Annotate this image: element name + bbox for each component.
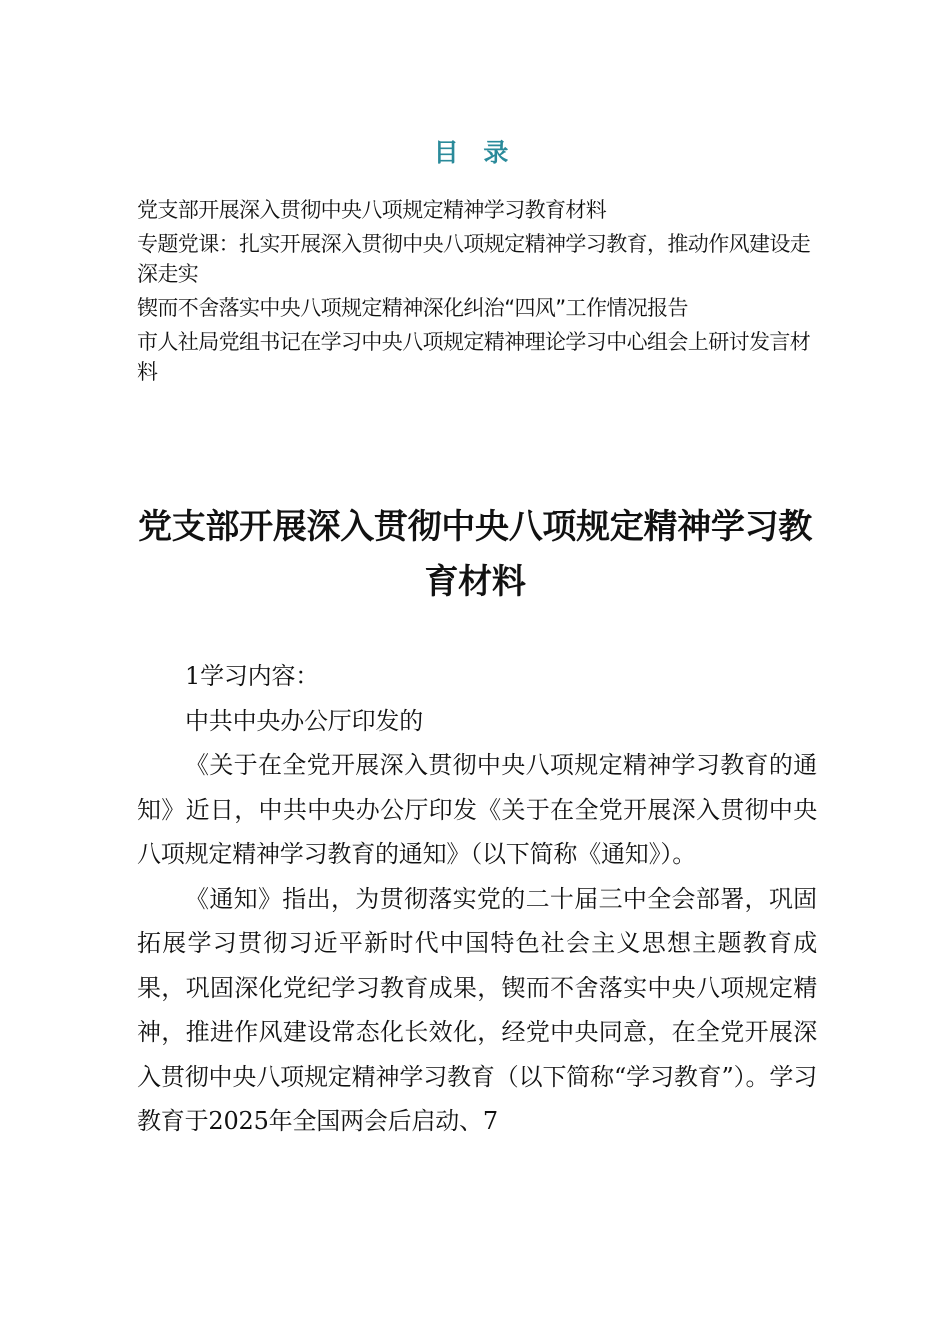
body-paragraph: 中共中央办公厅印发的 xyxy=(185,706,423,735)
toc-item[interactable]: 党支部开展深入贯彻中央八项规定精神学习教育材料 xyxy=(137,198,607,222)
body-paragraph: 《通知》指出，为贯彻落实党的二十届三中全会部署，巩固拓展学习贯彻习近平新时代中国特色社会主义思想主题教育成果，巩固深化党纪学习教育成果，锲而不舍落实中央八项规定精神，推进作风建设常态化长效化，经党中央同意，在全党开展深入贯彻中央八项规定精神学习教育（以下简称“学习教育”）。学习教育于2025年全国两会后启动、7 xyxy=(137,884,817,1135)
toc-title: 目 录 xyxy=(433,138,517,167)
toc-item[interactable]: 锲而不舍落实中央八项规定精神深化纠治“四风”工作情况报告 xyxy=(137,296,688,320)
document-title: 党支部开展深入贯彻中央八项规定精神学习教育材料 xyxy=(138,507,812,602)
toc-item[interactable]: 市人社局党组书记在学习中央八项规定精神理论学习中心组会上研讨发言材料 xyxy=(137,330,811,384)
toc-list xyxy=(137,195,817,391)
body-paragraph: 《关于在全党开展深入贯彻中央八项规定精神学习教育的通知》近日，中共中央办公厅印发《关于在全党开展深入贯彻中央八项规定精神学习教育的通知》（以下简称《通知》）。 xyxy=(137,751,817,868)
document-body xyxy=(137,654,817,1144)
body-paragraph: 1学习内容： xyxy=(185,662,320,690)
toc-item[interactable]: 专题党课：扎实开展深入贯彻中央八项规定精神学习教育，推动作风建设走深走实 xyxy=(137,232,811,286)
